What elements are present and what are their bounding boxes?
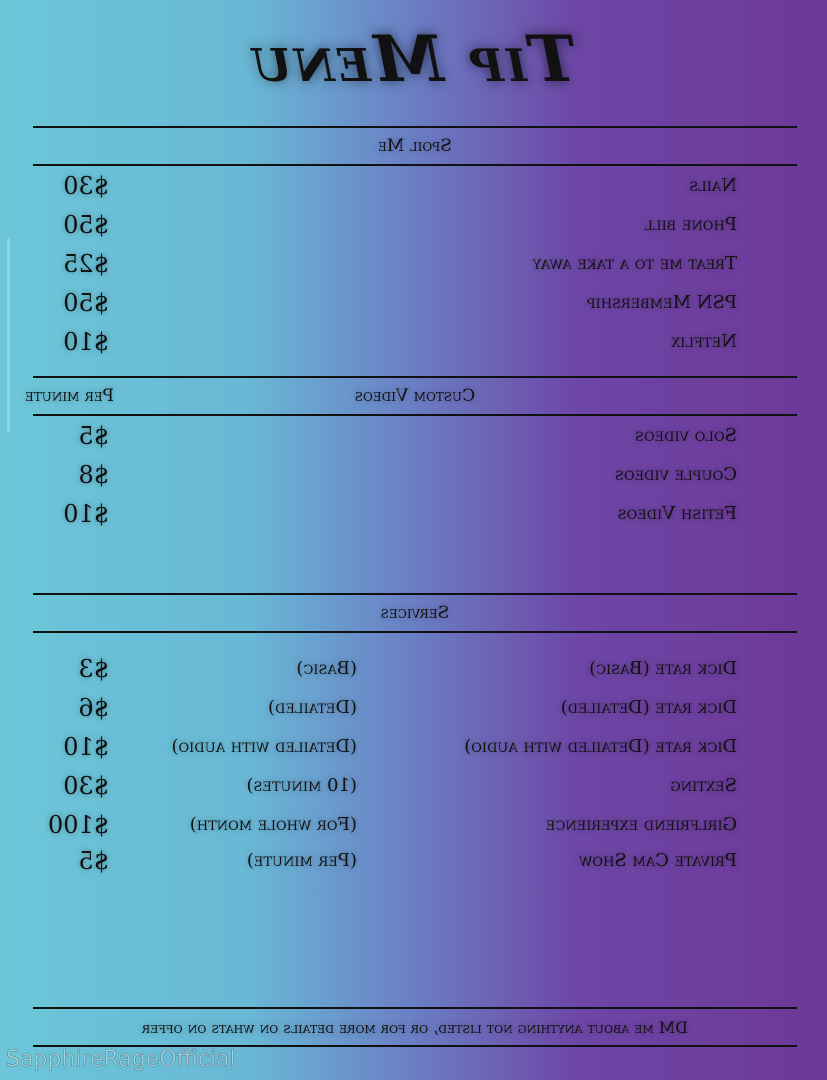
item-label: Private Cam Show <box>579 850 737 871</box>
item-price: $50 <box>63 289 109 317</box>
item-label: Dick rate (Basic) <box>589 658 737 679</box>
item-note: (Detailed with audio) <box>171 736 357 757</box>
item-price: $100 <box>47 811 109 839</box>
item-price: $10 <box>63 500 109 528</box>
item-note: (Detailed) <box>268 697 357 718</box>
watermark: SapphireRageOfficial <box>6 1047 236 1072</box>
item-price: $10 <box>63 328 109 356</box>
list-item <box>0 807 827 843</box>
unit-label: Per minute <box>25 386 115 406</box>
section-header-services: Services <box>380 603 450 623</box>
item-label: Couple videos <box>615 464 737 485</box>
divider <box>33 414 797 416</box>
item-label: Girlfriend experience <box>545 814 737 835</box>
item-label: Netflix <box>671 331 737 352</box>
item-price: $25 <box>63 250 109 278</box>
item-label: Fetish Videos <box>617 503 737 524</box>
list-item <box>0 457 827 493</box>
list-item <box>0 768 827 804</box>
list-item <box>0 690 827 726</box>
list-item <box>0 285 827 321</box>
section-header-custom: Custom Videos Per minute <box>33 378 797 414</box>
item-price: $30 <box>63 772 109 800</box>
list-item <box>0 324 827 360</box>
item-label: Sexting <box>670 775 737 796</box>
list-item <box>0 246 827 282</box>
item-price: $30 <box>63 172 109 200</box>
item-note: (Basic) <box>296 658 357 679</box>
list-item <box>0 496 827 532</box>
item-price: $5 <box>78 422 109 450</box>
item-label: PSN Membership <box>586 292 737 313</box>
item-price: $10 <box>63 733 109 761</box>
item-price: $6 <box>78 694 109 722</box>
list-item <box>0 843 827 879</box>
divider <box>33 1007 797 1009</box>
list-item <box>0 651 827 687</box>
item-price: $5 <box>78 847 109 875</box>
item-label: Dick rate (Detailed) <box>560 697 737 718</box>
item-note: (For whole month) <box>189 814 357 835</box>
divider <box>33 631 797 633</box>
item-note: (Per minute) <box>246 850 357 871</box>
list-item <box>0 168 827 204</box>
item-price: $8 <box>78 461 109 489</box>
item-label: Nails <box>689 175 737 196</box>
item-label: Dick rate (Detailed with audio) <box>464 736 737 757</box>
footer-note: DM me about anything not listed, or for more details on whats on offer <box>142 1018 688 1037</box>
divider <box>33 164 797 166</box>
list-item <box>0 418 827 454</box>
item-note: (10 minutes) <box>246 775 357 796</box>
item-label: Treat me to a take away <box>532 253 737 274</box>
item-price: $3 <box>78 655 109 683</box>
list-item <box>0 207 827 243</box>
page-title: Tip Menu <box>250 22 577 97</box>
item-label: Solo videos <box>634 425 737 446</box>
section-header-spoil: Spoil Me <box>378 136 452 156</box>
item-label: Phone bill <box>644 214 737 235</box>
list-item <box>0 729 827 765</box>
item-price: $50 <box>63 211 109 239</box>
